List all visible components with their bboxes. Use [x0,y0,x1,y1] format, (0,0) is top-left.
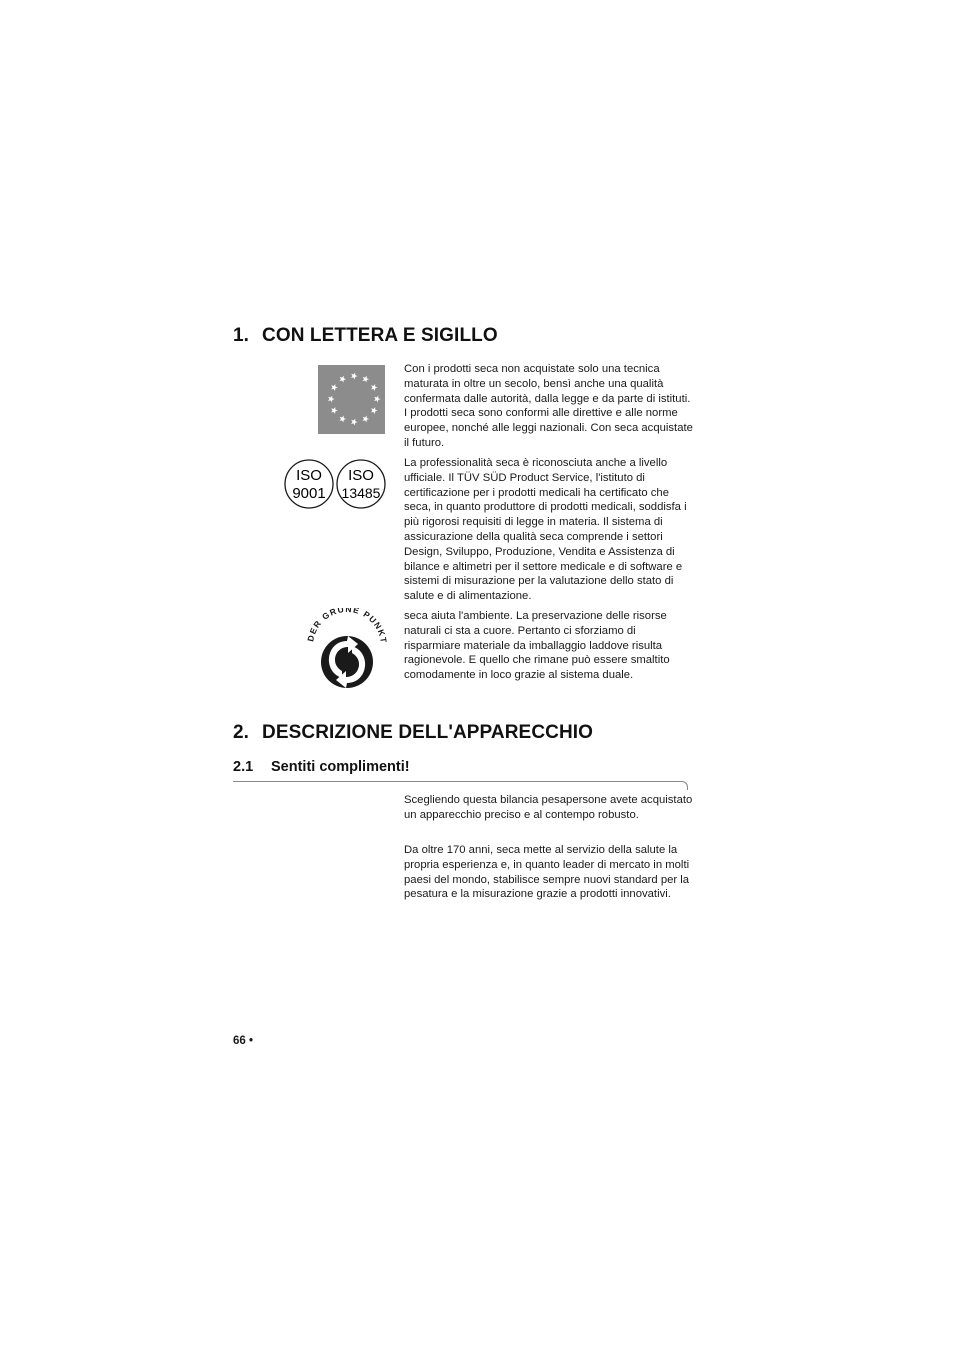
paragraph-congrats-2: Da oltre 170 anni, seca mette al servizio della salute la propria esperienza e, in quanto leader di mercato in molti paesi del mondo, stabilisce sempre nuovi standard per la pesatura e la misurazione grazie a prodotti innovativi. [404,844,690,901]
section-2-title: DESCRIZIONE DELL'APPARECCHIO [262,722,594,743]
section-2-number: 2. [233,722,250,743]
section-1-number: 1. [233,325,250,346]
paragraph-quality: Con i prodotti seca non acquistate solo una tecnica maturata in oltre un secolo, bensì anche una qualità confermata dalle autorità, dalla legge e da parte di istituti. I prodotti seca sono conformi alle direttive e alle norme europee, nonché alle leggi nazionali. Con seca acquistate il futuro. [404,363,693,449]
iso-1-line2: 9001 [292,485,326,502]
eu-stars-graphic [318,365,385,434]
section-2-heading [233,722,593,744]
subsection-2-1-heading [233,759,410,775]
gruene-punkt-text: DER GRÜNE PUNKT [305,608,388,645]
subsection-2-1-title: Sentiti complimenti! [271,759,410,775]
green-dot-graphic [304,608,388,690]
subsection-divider-tip [681,781,688,790]
subsection-2-1-number: 2.1 [233,759,254,775]
page-number: 66 • [233,1035,254,1047]
iso-1-line1: ISO [296,467,322,484]
iso-2-line1: ISO [348,467,374,484]
iso-2-line2: 13485 [341,485,381,501]
green-dot-icon [304,608,388,690]
subsection-divider [233,781,683,782]
iso-logos-graphic [284,457,388,511]
iso-logos [284,457,388,511]
section-1-title: CON LETTERA E SIGILLO [262,325,498,346]
eu-stars-icon [318,365,385,434]
paragraph-environment: seca aiuta l'ambiente. La preservazione delle risorse naturali ci sta a cuore. Pertanto ci sforziamo di risparmiare materiale da imballaggio laddove risulta ragionevole. E quello che rimane può essere smaltito comodamente in loco grazie al sistema duale. [404,610,670,682]
section-1-heading [233,325,498,347]
paragraph-congrats-1: Scegliendo questa bilancia pesapersone avete acquistato un apparecchio preciso e al contempo robusto. [404,794,693,821]
paragraph-certification: La professionalità seca è riconosciuta anche a livello ufficiale. Il TÜV SÜD Product Service, l'istituto di certificazione per i prodotti medicali ha certificato che seca, in quanto produttore di prodotti medicali, soddisfa i più rigorosi requisiti di legge in materia. Il sistema di assicurazione della qualità seca comprende i settori Design, Sviluppo, Produzione, Vendita e Assistenza di bilance e altimetri per il settore medicale e di software e sistemi di misurazione per la valutazione dello stato di salute e di alimentazione. [404,457,687,603]
